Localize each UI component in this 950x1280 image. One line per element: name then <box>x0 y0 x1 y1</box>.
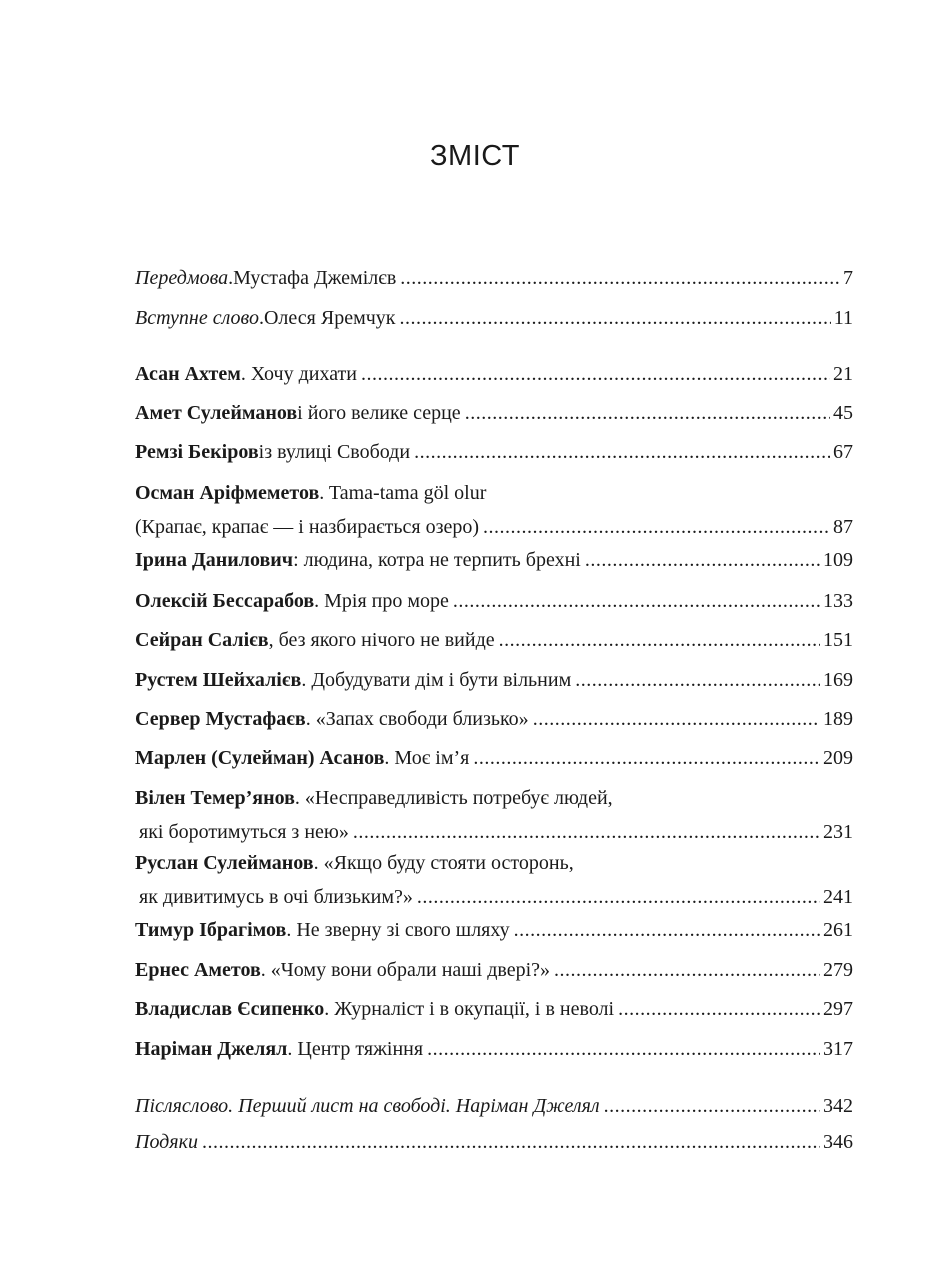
page-number: 45 <box>833 402 853 424</box>
leader-dots <box>361 359 830 389</box>
chapter-title: . «Запах свободи близько» <box>305 708 529 730</box>
page-number: 133 <box>823 590 853 612</box>
toc-entry-afterword[interactable] <box>135 1091 853 1121</box>
toc-entry-chapter[interactable] <box>135 915 853 945</box>
toc-entry-chapter[interactable] <box>135 994 853 1024</box>
chapter-author: Сервер Мустафаєв <box>135 708 306 730</box>
page-number: 151 <box>823 629 853 651</box>
toc-entry-introduction[interactable] <box>135 303 853 333</box>
leader-dots <box>417 882 820 912</box>
chapter-title: і його велике серце <box>297 402 461 424</box>
chapter-author: Асан Ахтем <box>135 363 241 385</box>
entry-label: Післяслово. Перший лист на свободі. Наріман Джелял <box>135 1095 600 1117</box>
chapter-title: . Журналіст і в окупації, і в неволі <box>324 998 615 1020</box>
leader-dots <box>533 704 820 734</box>
toc-entry-chapter[interactable] <box>135 848 853 912</box>
chapter-title: : людина, котра не терпить брехні <box>293 549 581 571</box>
page-number: 297 <box>823 998 853 1020</box>
leader-dots <box>499 625 820 655</box>
leader-dots <box>427 1034 820 1064</box>
chapter-author: Руслан Сулейманов <box>135 852 314 874</box>
leader-dots <box>400 303 831 333</box>
page-number: 209 <box>823 747 853 769</box>
chapter-author: Ірина Данилович <box>135 549 294 571</box>
entry-label: Вступне слово <box>135 307 259 329</box>
entry-author: Мустафа Джемілєв <box>233 267 397 289</box>
toc-entry-chapter[interactable] <box>135 478 853 542</box>
page-number: 7 <box>843 267 853 289</box>
chapter-author: Осман Аріфмеметов <box>135 482 320 504</box>
page-number: 231 <box>823 821 853 843</box>
chapter-title: . Мрія про море <box>314 590 449 612</box>
leader-dots <box>400 263 840 293</box>
leader-dots <box>514 915 820 945</box>
leader-dots <box>202 1127 820 1157</box>
chapter-title: . «Несправедливість потребує людей, <box>294 787 613 809</box>
leader-dots <box>465 398 830 428</box>
chapter-title: . Моє ім’я <box>384 747 470 769</box>
chapter-author: Наріман Джелял <box>135 1038 288 1060</box>
page-number: 21 <box>833 363 853 385</box>
toc-entry-chapter[interactable] <box>135 955 853 985</box>
leader-dots <box>554 955 820 985</box>
leader-dots <box>473 743 820 773</box>
toc-entry-chapter[interactable] <box>135 586 853 616</box>
chapter-author: Олексій Бессарабов <box>135 590 315 612</box>
page-number: 189 <box>823 708 853 730</box>
leader-dots <box>353 817 820 847</box>
chapter-author: Амет Сулейманов <box>135 402 298 424</box>
chapter-author: Марлен (Сулейман) Асанов <box>135 747 385 769</box>
toc-entry-chapter[interactable] <box>135 545 853 575</box>
leader-dots <box>453 586 820 616</box>
chapter-title-continued: які боротимуться з нею» <box>139 821 349 843</box>
page-number: 169 <box>823 669 853 691</box>
page-number: 109 <box>823 549 853 571</box>
toc-entry-foreword[interactable] <box>135 263 853 293</box>
leader-dots <box>585 545 820 575</box>
chapter-title: , без якого нічого не вийде <box>268 629 495 651</box>
toc-entry-chapter[interactable] <box>135 704 853 734</box>
entry-author: Олеся Яремчук <box>263 307 396 329</box>
leader-dots <box>575 665 820 695</box>
toc-entry-chapter[interactable] <box>135 398 853 428</box>
chapter-title: . «Якщо буду стояти осторонь, <box>313 852 574 874</box>
page-number: 317 <box>823 1038 853 1060</box>
chapter-author: Владислав Єсипенко <box>135 998 325 1020</box>
chapter-author: Рустем Шейхалієв <box>135 669 302 691</box>
chapter-author: Сейран Салієв <box>135 629 269 651</box>
chapter-title: . Добудувати дім і бути вільним <box>301 669 572 691</box>
chapter-title: . Tama-tama göl olur <box>319 482 487 504</box>
page-number: 241 <box>823 886 853 908</box>
entry-label: Подяки <box>135 1131 198 1153</box>
leader-dots <box>604 1091 820 1121</box>
entry-separator: . <box>258 307 264 329</box>
leader-dots <box>618 994 820 1024</box>
entry-separator: . <box>228 267 234 289</box>
page-number: 261 <box>823 919 853 941</box>
chapter-author: Ернес Аметов <box>135 959 261 981</box>
page-number: 87 <box>833 516 853 538</box>
leader-dots <box>414 437 830 467</box>
page-number: 67 <box>833 441 853 463</box>
toc-entry-acknowledgements[interactable] <box>135 1127 853 1157</box>
chapter-title: . Центр тяжіння <box>287 1038 424 1060</box>
chapter-title-continued: як дивитимусь в очі близьким?» <box>139 886 413 908</box>
toc-entry-chapter[interactable] <box>135 665 853 695</box>
toc-entry-chapter[interactable] <box>135 437 853 467</box>
toc-entry-chapter[interactable] <box>135 783 853 847</box>
toc-entry-chapter[interactable] <box>135 743 853 773</box>
chapter-author: Тимур Ібрагімов <box>135 919 287 941</box>
chapter-title: . Не зверну зі свого шляху <box>286 919 510 941</box>
chapter-author: Вілен Темер’янов <box>135 787 295 809</box>
leader-dots <box>483 512 830 542</box>
chapter-title: . Хочу дихати <box>240 363 358 385</box>
toc-entry-chapter[interactable] <box>135 1034 853 1064</box>
entry-label: Передмова <box>135 267 229 289</box>
toc-entry-chapter[interactable] <box>135 359 853 389</box>
page-number: 11 <box>833 307 853 329</box>
chapter-title: із вулиці Свободи <box>258 441 411 463</box>
page-number: 279 <box>823 959 853 981</box>
chapter-title: . «Чому вони обрали наші двері?» <box>260 959 551 981</box>
page-number: 346 <box>823 1131 853 1153</box>
page-number: 342 <box>823 1095 853 1117</box>
chapter-title-continued: (Крапає, крапає — і назбирається озеро) <box>135 516 480 538</box>
toc-entry-chapter[interactable] <box>135 625 853 655</box>
chapter-author: Ремзі Бекіров <box>135 441 259 463</box>
page-title: ЗМІСТ <box>430 140 520 172</box>
